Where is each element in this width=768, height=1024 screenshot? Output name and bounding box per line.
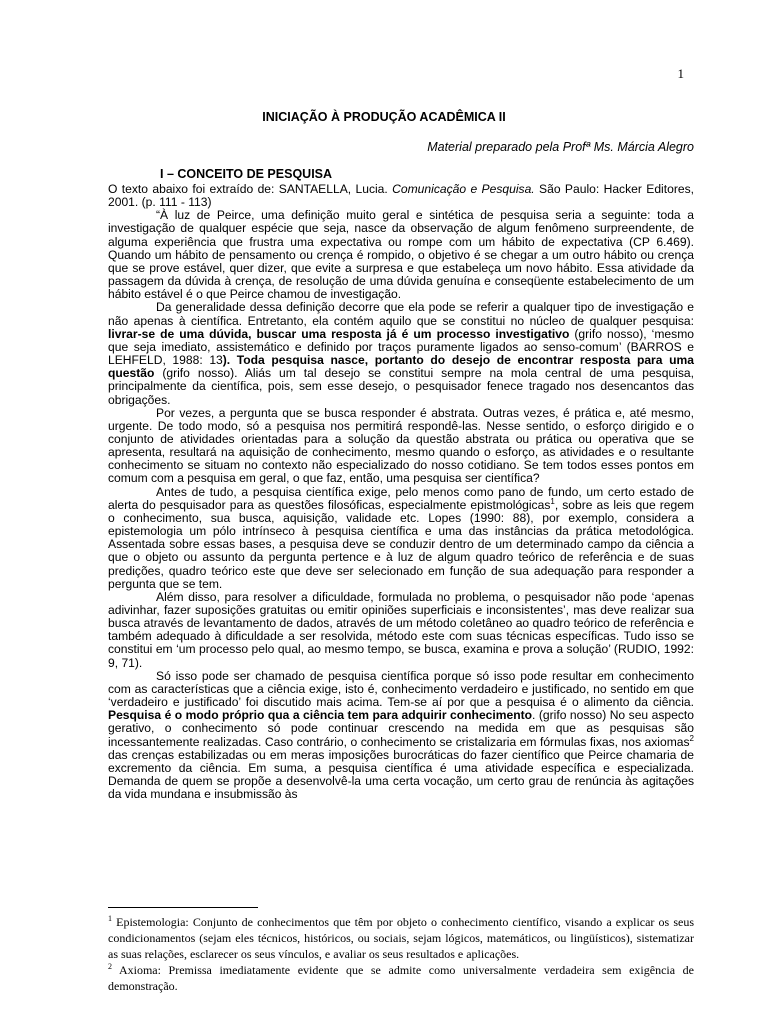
p6-text-c: das crenças estabilizadas ou em meras imposições burocráticas do fazer científico que Peirce chamaria de excremento da ciência. Em suma, a pesquisa científica é uma atividade específica e especializada. Demanda de quem se propõe a desenvolvê-la uma certa vocação, um certo grau de renúncia às agitações da vida mundana e insubmissão às — [108, 747, 694, 802]
paragraph-6 — [108, 670, 694, 802]
paragraph-2 — [108, 301, 694, 406]
paragraph-1: “À luz de Peirce, uma definição muito geral e sintética de pesquisa seria a seguinte: toda a investigação de qualquer espécie que seja, nasce da observação de algum fenômeno surpreendente, de alguma experiência que frustra uma expectativa ou rompe com um hábito de expectativa (CP 6.469). Quando um hábito de pensamento ou crença é rompido, o objetivo é se chegar a um outro hábito ou crença que se prove estável, quer dizer, que evite a surpresa e que estabeleça um novo hábito. Essa atividade da passagem da dúvida à crença, de resolução de uma dúvida genuína e conseqüente estabelecimento de um hábito estável é o que Peirce chamou de investigação. — [108, 208, 694, 302]
footnote-text-1: Epistemologia: Conjunto de conhecimentos que têm por objeto o conhecimento científico, visando a explicar os seus condicionamentos (sejam eles técnicos, históricos, ou sociais, sejam lógicos, matemáticos, ou lingüísticos), sistematizar as suas relações, esclarecer os seus vínculos, e avaliar os seus resultados e aplicações. — [108, 915, 694, 961]
section-title: I – CONCEITO DE PESQUISA — [160, 167, 333, 181]
source-book-title: Comunicação e Pesquisa. — [392, 182, 535, 196]
document-subtitle: Material preparado pela Profª Ms. Márcia Alegro — [427, 140, 694, 154]
p2-emphasis-b: ). Toda pesquisa nasce, portanto do desejo de encontrar resposta para uma questão — [108, 353, 694, 381]
footnote-text-2: Axioma: Premissa imediatamente evidente que se admite como universalmente verdadeira sem exigência de demonstração. — [108, 963, 694, 993]
p4-text-a: Antes de tudo, a pesquisa científica exige, pelo menos como pano de fundo, um certo estado de alerta do pesquisador para as questões filosóficas, especialmente epistmológicas — [108, 484, 694, 512]
p2-text-a: Da generalidade dessa definição decorre que ela pode se referir a qualquer tipo de investigação e não apenas à científica. Entretanto, ela contém aquilo que se constitui no núcleo de qualquer pesquisa: — [108, 300, 694, 328]
footnote-separator — [108, 907, 258, 908]
paragraph-3: Por vezes, a pergunta que se busca responder é abstrata. Outras vezes, é prática e, até mesmo, urgente. De todo modo, só a pesquisa nos permitirá respondê-las. Nesse sentido, o esforço dirigido e o conjunto de atividades orientadas para a solução da questão abstrata ou prática ou operativa que se apresenta, resultará na aquisição de conhecimento, mesmo quando o esforço, as atividades e o resultante conhecimento se situam no contexto não especializado do nosso cotidiano. Se tem todos esses pontos em comum com a pesquisa em geral, o que faz, então, uma pesquisa ser científica? — [108, 405, 694, 486]
p4-text-b: , sobre as leis que regem o conhecimento, sua busca, aquisição, validade etc. Lopes (1990: 88), por exemplo, considera a epistemologia um pólo intrínseco à pesquisa científica e uma das instâncias da prática metodológica. Assentada sobre essas bases, a pesquisa deve se conduzir dentro de um determinado campo da ciência a que o objeto ou assunto da pergunta pertence e à luz de algum quadro teórico de referência e de suas predições, quadro teórico este que deve ser selecionado em função de sua adequação para responder a pergunta que se tem. — [108, 497, 694, 591]
footnote-ref-1[interactable]: 1 — [550, 496, 555, 506]
p2-text-c: (grifo nosso). Aliás um tal desejo se constitui sempre na mola central de uma pesquisa, principalmente da científica, pois, sem esse desejo, o pesquisador fenece tragado nos desencantos das obrigações. — [108, 366, 694, 407]
document-body — [108, 167, 694, 801]
source-suffix: São Paulo: Hacker Editores, 2001. (p. 111 - 113) — [108, 182, 694, 210]
p2-text-b: (grifo nosso), ‘mesmo que seja imediato, assistemático e definido por traços puramente ligados ao senso-comum’ (BARROS e LEHFELD, 1988: 13 — [108, 326, 694, 368]
paragraph-4 — [108, 486, 694, 591]
footnote-ref-2[interactable]: 2 — [689, 733, 694, 743]
source-prefix: O texto abaixo foi extraído de: SANTAELLA, Lucia. — [108, 182, 393, 196]
footnote-2 — [108, 962, 694, 994]
p2-emphasis-a: livrar-se de uma dúvida, buscar uma resposta já é um processo investigativo — [108, 326, 570, 341]
page-number: 1 — [677, 66, 684, 81]
footnote-1 — [108, 914, 694, 962]
paragraph-5: Além disso, para resolver a dificuldade, formulada no problema, o pesquisador não pode ‘apenas adivinhar, fazer suposições gratuitas ou emitir opiniões superficiais e inconsistentes’, mas deve realizar sua busca através de levantamento de dados, através de um método coletâneo ao quadro teórico de referência e também adequado à dificuldade a ser resolvida, método este com suas técnicas específicas. Tudo isso se constitui em ‘um processo pelo qual, ao mesmo tempo, se busca, examina e prova a solução’ (RUDIO, 1992: 9, 71). — [108, 589, 694, 670]
footnote-mark-1: 1 — [108, 914, 112, 923]
source-citation — [108, 183, 694, 209]
p6-emphasis: Pesquisa é o modo próprio qua a ciência tem para adquirir conhecimento — [108, 708, 533, 723]
document-title: INICIAÇÃO À PRODUÇÃO ACADÊMICA II — [262, 110, 506, 124]
p6-text-a: Só isso pode ser chamado de pesquisa científica porque só isso pode resultar em conhecimento com as características que a ciência exige, isto é, conhecimento verdadeiro e justificado, no sentido em que ‘verdadeiro e justificado’ foi discutido mais acima. Tem-se aí por que a pesquisa é o alimento da ciência. — [108, 668, 694, 710]
footnote-mark-2: 2 — [108, 962, 112, 971]
p6-text-b: . (grifo nosso) No seu aspecto gerativo, o conhecimento só pode continuar crescendo na medida em que as pesquisas são incessantemente realizadas. Caso contrário, o conhecimento se cristalizaria em fórmulas fixas, nos axiomas — [108, 708, 694, 749]
footnotes — [108, 907, 694, 994]
